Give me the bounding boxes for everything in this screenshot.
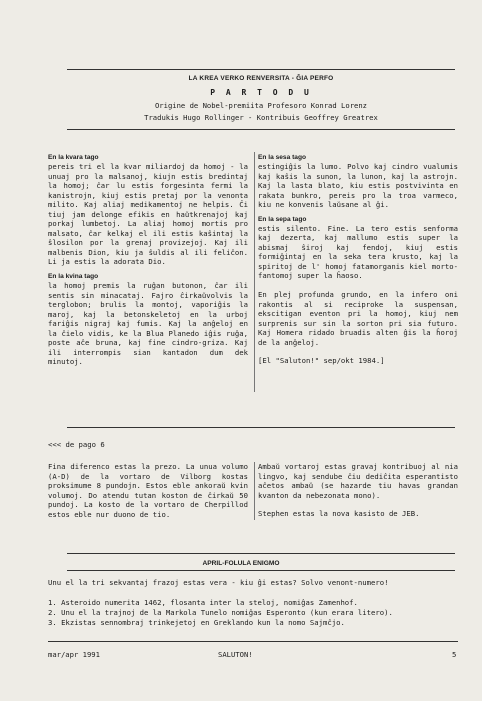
paragraph: Stephen estas la nova kasisto de JEB. <box>258 509 420 519</box>
enigmo-item: 3. Ekzistas sennombraj trinkejetoj en Greklando kun la nomo Sajmĉjo. <box>48 618 345 627</box>
enigmo-question: Unu el la tri sekvantaj frazoj estas vera - kiu ĝi estas? Solvo venont-numero! <box>48 578 389 587</box>
top-rule <box>67 69 455 70</box>
enigmo-item: 2. Unu el la trajnoj de la Markola Tunelo nomiĝas Esperonto (kun erara litero). <box>48 608 393 617</box>
article-title: LA KREA VERKO RENVERSITA - ĜIA PERFO <box>188 75 334 82</box>
article-credits: Tradukis Hugo Rollinger - Kontribuis Geoffrey Greatrex <box>144 113 378 122</box>
enigmo-title-rule <box>67 570 455 571</box>
article-part: P A R T O D U <box>210 88 312 97</box>
footer-date: mar/apr 1991 <box>48 650 100 659</box>
section-heading: En la kvara tago <box>48 154 99 161</box>
footer-magazine: SALUTON! <box>218 650 253 659</box>
middle-left-paragraph <box>48 462 248 519</box>
section-heading: En la sesa tago <box>258 154 307 161</box>
column-divider <box>254 152 255 392</box>
paragraph: estis silento. Fine. La tero estis senforma kaj dezerta, kaj mallumo estis super la abismaj ŝiroj kaj fendoj, kiuj estis formiĝintaj en la seka tera krusto, kaj la spiritoj de l' homoj fatamorganis kiel morto-fantomoj super la ĥaoso. <box>258 223 458 281</box>
right-column <box>258 153 458 366</box>
paragraph: En plej profunda grundo, en la infero oni rakontis al si reciproke la suspensan, ekscitigan eventon pri la homoj, kiuj nem surprenis sur sin la sorton pri sia futuro. Kaj Homera ridado bruadis alten ĝis la ĥoroj de la anĝeloj. <box>258 290 458 347</box>
footer-rule <box>48 641 458 642</box>
paragraph: estingiĝis la lumo. Polvo kaj cindro vualumis kaj kaŝis la sunon, la lunon, kaj la astrojn. Kaj la lasta blato, kiu estis postvivinta en rakata bunkro, pereis pro la troa varmeco, kiu ne konvenis laŭsane al ĝi. <box>258 162 458 210</box>
article-origin: Origine de Nobel-premiita Profesoro Konrad Lorenz <box>154 101 368 110</box>
enigmo-rule <box>67 553 455 554</box>
middle-right-paragraph <box>258 462 458 519</box>
header-bottom-rule <box>67 129 455 130</box>
column-divider <box>254 462 255 520</box>
section-rule <box>67 427 455 428</box>
section-heading: En la sepa tago <box>258 215 307 223</box>
enigmo-item: 1. Asteroido numerita 1462, flosanta inter la steloj, nomiĝas Zamenhof. <box>48 598 358 607</box>
section-heading: En la kvina tago <box>48 273 99 281</box>
paragraph: Ambaŭ vortaroj estas gravaj kontribuoj al nia lingvo, kaj sendube ĉiu dediĉita esperantisto aĉetos ambaŭ (se hazarde tiu havas grandan kvanton da nebezonata mono). <box>258 462 458 500</box>
page-number: 5 <box>452 650 457 659</box>
continuation-marker: <<< de pago 6 <box>48 440 105 449</box>
left-column <box>48 153 248 367</box>
source-citation: [El "Saluton!" sep/okt 1984.] <box>258 356 385 366</box>
enigmo-title: APRIL-FOLULA ENIGMO <box>202 560 280 567</box>
paragraph: la homoj premis la ruĝan butonon, ĉar ili sentis sin minacataj. Fajro ĉirkaŭvolvis la terglobon; brulis la montoj, vaporiĝis la maroj, kaj la betonskeletoj en la urboj fariĝis nigraj kaj fumis. Kaj la anĝeloj en la ĉielo vidis, ke la Blua Planedo iĝis ruĝa, poste aĉe bruna, kaj fine cindro-griza. Kaj ili interrompis sian kantadon dum dek minutoj. <box>48 281 248 367</box>
paragraph: pereis tri el la kvar miliardoj da homoj - la unuaj pro la malsanoj, kiujn estis bredintaj la homoj; ĉar lu estis forgesinta fermi la kanistrojn, kiuj estis pretaj por la venonta milito. Kaj aliaj medikamentoj ne helpis. Ĉi tiuj jam delonge efikis en haŭtkrenajoj kaj porkaj lumbetoj. La aliaj homoj mortis pro malsato, ĉar kelkaj el ili estis kaŝintaj la ŝlosilon por la grenaj provizejoj. Kaj ili malbenis Dion, kiu ja ŝuldis al ili feliĉon. Li ja estis la adorata Dio. <box>48 162 248 267</box>
paragraph: Fina diferenco estas la prezo. La unua volumo (A-D) de la vortaro de Vilborg kostas proksimume 8 pundojn. Estos eble ankoraŭ kvin volumoj. Do atendu tutan koston de ĉirkaŭ 50 pundoj. La kosto de la vortaro de Cherpillod estos eble nur duono de tio. <box>48 462 248 519</box>
